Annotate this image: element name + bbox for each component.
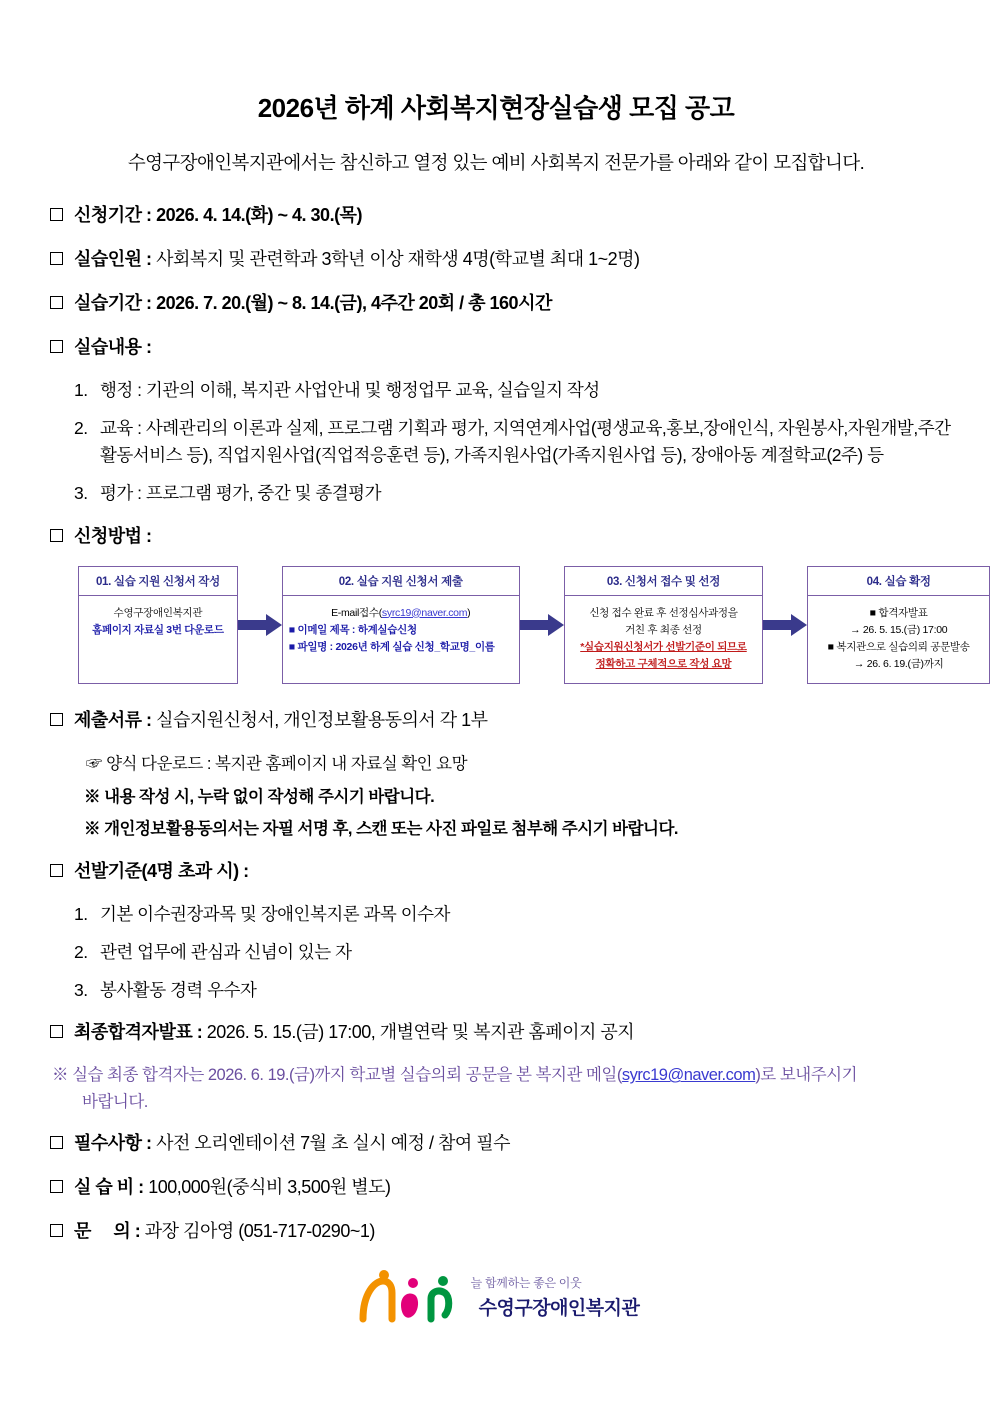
practice-period-value: 2026. 7. 20.(월) ~ 8. 14.(금), 4주간 20회 / 총 160시간 (156, 293, 552, 313)
flow-step-4-title: 04. 실습 확정 (808, 567, 989, 596)
flow-step-1 (78, 566, 238, 684)
section-criteria-header (50, 857, 952, 883)
application-flow-diagram (78, 566, 990, 684)
flow-step-3-body (565, 596, 763, 683)
flow-step-4-body (808, 596, 989, 683)
section-required (50, 1129, 952, 1155)
square-bullet-icon (50, 296, 63, 309)
list-item-index: 3. (74, 483, 88, 504)
flow-step-2 (282, 566, 520, 684)
section-quota (50, 245, 952, 271)
section-final-result (50, 1018, 952, 1044)
final-result-note-part1: ※ 실습 최종 합격자는 2026. 6. 19.(금)까지 학교별 실습의뢰 공문을 본 복지관 메일( (52, 1066, 622, 1085)
criteria-list (74, 901, 952, 1004)
criteria-label: 선발기준(4명 초과 시) : (74, 860, 249, 881)
and-logo-icon (353, 1269, 465, 1325)
list-item (74, 939, 952, 966)
list-item-text: 평가 : 프로그램 평가, 중간 및 종결평가 (100, 483, 381, 504)
list-item-index: 3. (74, 980, 88, 1000)
final-result-value: 2026. 5. 15.(금) 17:00, 개별연락 및 복지관 홈페이지 공지 (206, 1022, 635, 1043)
square-bullet-icon (50, 1224, 63, 1237)
list-item (74, 377, 952, 404)
flow-step-2-line2: ■ 이메일 제목 : 하계실습신청 (288, 623, 417, 636)
flow-step-1-body (79, 596, 237, 683)
intro-paragraph: 수영구장애인복지관에서는 참신하고 열정 있는 예비 사회복지 전문가를 아래와 같이 모집합니다. (127, 152, 865, 173)
section-documents (50, 706, 952, 732)
section-fee (50, 1173, 952, 1199)
section-contact (50, 1217, 952, 1243)
list-item-text: 봉사활동 경력 우수자 (100, 980, 257, 1000)
list-item (74, 977, 952, 1004)
flow-step-3 (564, 566, 764, 684)
email-link[interactable]: syrc19@naver.com (621, 1066, 756, 1085)
list-item-text: 관련 업무에 관심과 신념이 있는 자 (100, 941, 352, 962)
contents-list (74, 377, 952, 508)
square-bullet-icon (50, 1025, 63, 1038)
contact-value: 과장 김아영 (051-717-0290~1) (144, 1220, 375, 1241)
flow-step-3-line1: 신청 접수 완료 후 선정심사과정을 (589, 606, 738, 619)
required-value: 사전 오리엔테이션 7월 초 실시 예정 / 참여 필수 (156, 1132, 511, 1153)
email-link[interactable]: syrc19@naver.com (381, 606, 468, 619)
logo-org-name: 수영구장애인복지관 (478, 1297, 640, 1319)
documents-note-1: ※ 내용 작성 시, 누락 없이 작성해 주시기 바랍니다. (84, 787, 435, 806)
list-item (74, 480, 952, 507)
list-item-index: 1. (74, 903, 88, 924)
flow-step-3-line2: 거친 후 최종 선정 (625, 623, 702, 636)
flow-step-2-line3: ■ 파일명 : 2026년 하계 실습 신청_학교명_이름 (288, 641, 495, 654)
fee-value: 100,000원(중식비 3,500원 별도) (148, 1176, 391, 1197)
flow-step-4-line1: ■ 합격자발표 (869, 606, 928, 619)
flow-step-3-title: 03. 신청서 접수 및 선정 (565, 567, 763, 596)
quota-label: 실습인원 : (74, 249, 152, 269)
required-label: 필수사항 : (74, 1132, 152, 1153)
square-bullet-icon (50, 864, 63, 877)
logo-slogan: 늘 함께하는 좋은 이웃 (470, 1275, 582, 1290)
flow-arrow-3-icon (763, 566, 807, 684)
list-item-index: 2. (74, 418, 88, 439)
page-title: 2026년 하계 사회복지현장실습생 모집 공고 (257, 93, 735, 123)
flow-step-1-title: 01. 실습 지원 신청서 작성 (79, 567, 237, 596)
flow-step-4-line4: → 26. 6. 19.(금)까지 (853, 658, 944, 671)
contact-label: 문 의 : (74, 1220, 141, 1241)
documents-download-note: ☞ 양식 다운로드 : 복지관 홈페이지 내 자료실 확인 요망 (86, 754, 468, 773)
flow-step-3-line3: *실습지원신청서가 선발기준이 되므로 (580, 641, 747, 654)
list-item (74, 415, 952, 469)
logo-mark-icon (353, 1269, 465, 1325)
square-bullet-icon (50, 713, 63, 726)
list-item (74, 901, 952, 928)
square-bullet-icon (50, 529, 63, 542)
flow-step-2-line1: E-mail접수(syrc19@naver.com) (331, 606, 471, 619)
list-item-index: 1. (74, 380, 88, 400)
contents-label: 실습내용 : (74, 337, 152, 357)
square-bullet-icon (50, 252, 63, 265)
flow-step-2-body (283, 596, 519, 683)
footer-logo (40, 1269, 952, 1325)
documents-value: 실습지원신청서, 개인정보활용동의서 각 1부 (156, 709, 488, 730)
list-item-text: 교육 : 사례관리의 이론과 실제, 프로그램 기획과 평가, 지역연계사업(평생교육,홍보,장애인식, 자원봉사,자원개발,주간활동서비스 등), 직업지원사업(직업적응훈련 등), 가족지원사업(가족지원사업 등), 장애아동 계절학교(2주) 등 (100, 418, 951, 466)
section-contents-header (50, 333, 952, 359)
apply-period-label: 신청기간 : (74, 205, 152, 225)
section-apply-period (50, 201, 952, 227)
flow-step-3-line4: 정확하고 구체적으로 작성 요망 (595, 658, 732, 671)
list-item-text: 기본 이수권장과목 및 장애인복지론 과목 이수자 (100, 903, 450, 924)
flow-step-4-line2: → 26. 5. 15.(금) 17:00 (850, 623, 948, 636)
flow-step-1-line1: 수영구장애인복지관 (113, 606, 203, 619)
practice-period-label: 실습기간 : (74, 293, 152, 313)
how-to-apply-label: 신청방법 : (74, 525, 152, 546)
final-result-note-part3: 바랍니다. (82, 1092, 148, 1111)
list-item-text: 행정 : 기관의 이해, 복지관 사업안내 및 행정업무 교육, 실습일지 작성 (100, 380, 600, 400)
square-bullet-icon (50, 208, 63, 221)
square-bullet-icon (50, 1180, 63, 1193)
documents-label: 제출서류 : (74, 709, 152, 730)
final-result-label: 최종합격자발표 : (74, 1022, 203, 1043)
square-bullet-icon (50, 340, 63, 353)
list-item-index: 2. (74, 941, 88, 962)
flow-arrow-1-icon (238, 566, 282, 684)
apply-period-value: 2026. 4. 14.(화) ~ 4. 30.(목) (156, 205, 362, 225)
square-bullet-icon (50, 1136, 63, 1149)
flow-arrow-2-icon (520, 566, 564, 684)
documents-note-2: ※ 개인정보활용동의서는 자필 서명 후, 스캔 또는 사진 파일로 첨부해 주시기 바랍니다. (84, 819, 679, 838)
quota-value: 사회복지 및 관련학과 3학년 이상 재학생 4명(학교별 최대 1~2명) (156, 249, 640, 269)
final-result-note (52, 1062, 952, 1115)
flow-step-4-line3: ■ 복지관으로 실습의뢰 공문발송 (827, 641, 970, 654)
fee-label: 실 습 비 : (74, 1176, 144, 1197)
flow-step-4 (807, 566, 990, 684)
section-practice-period (50, 289, 952, 315)
flow-step-1-line2: 홈페이지 자료실 3번 다운로드 (92, 623, 224, 636)
final-result-note-part2: )로 보내주시기 (755, 1066, 858, 1085)
logo-text-block (471, 1274, 640, 1320)
flow-step-2-title: 02. 실습 지원 신청서 제출 (283, 567, 519, 596)
section-how-to-apply-header (50, 522, 952, 548)
